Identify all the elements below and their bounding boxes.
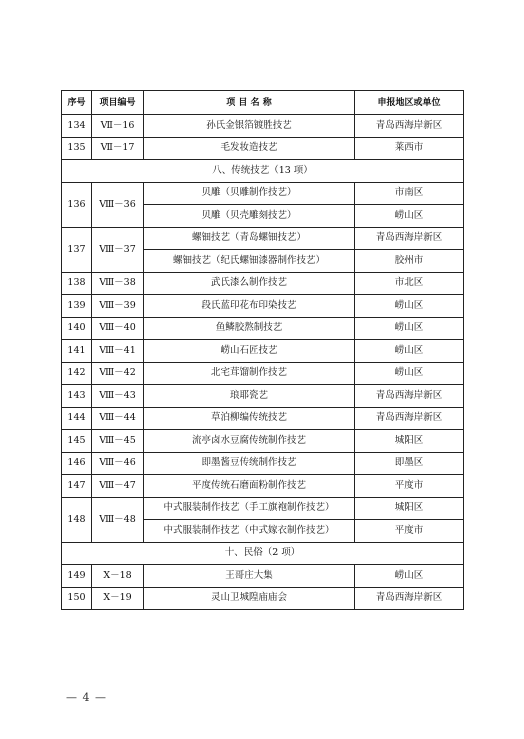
cell-number: 137 [62, 227, 92, 272]
table-row [62, 452, 464, 475]
table-row [62, 317, 464, 340]
cell-name: 草泊柳编传统技艺 [144, 407, 355, 430]
section-row-folk-customs [62, 542, 464, 565]
cell-region: 崂山区 [355, 362, 464, 385]
cell-name: 贝雕（贝壳雕刻技艺） [144, 205, 355, 228]
cell-code: Ⅷ－43 [92, 385, 144, 408]
header-code: 项目编号 [92, 91, 144, 115]
cell-name: 流亭卤水豆腐传统制作技艺 [144, 430, 355, 453]
header-name: 项 目 名 称 [144, 91, 355, 115]
table-row [62, 475, 464, 498]
cell-region: 青岛西海岸新区 [355, 385, 464, 408]
cell-name: 王哥庄大集 [144, 565, 355, 588]
cell-code: Ⅷ－39 [92, 295, 144, 318]
table-row [62, 137, 464, 160]
cell-region: 市南区 [355, 182, 464, 205]
cell-number: 148 [62, 497, 92, 542]
cell-name: 中式服装制作技艺（手工旗袍制作技艺） [144, 497, 355, 520]
section-title: 十、民俗（2 项） [62, 542, 464, 565]
cell-number: 145 [62, 430, 92, 453]
table-row [62, 340, 464, 363]
table-header-row [62, 91, 464, 115]
table-row [62, 587, 464, 610]
cell-region: 平度市 [355, 475, 464, 498]
cell-region: 平度市 [355, 520, 464, 543]
table-row [62, 182, 464, 205]
cell-code: Ⅷ－38 [92, 272, 144, 295]
cell-code: Ⅷ－47 [92, 475, 144, 498]
cell-number: 136 [62, 182, 92, 227]
cell-code: Ⅷ－37 [92, 227, 144, 272]
cell-number: 144 [62, 407, 92, 430]
cell-name: 北宅茸馏制作技艺 [144, 362, 355, 385]
cell-region: 青岛西海岸新区 [355, 587, 464, 610]
table-row [62, 430, 464, 453]
table-row [62, 227, 464, 250]
cell-code: Ⅶ－16 [92, 115, 144, 138]
cell-name: 中式服装制作技艺（中式嫁衣制作技艺） [144, 520, 355, 543]
cell-name: 孙氏金银箔镀胜技艺 [144, 115, 355, 138]
cell-number: 134 [62, 115, 92, 138]
cell-code: Ⅷ－40 [92, 317, 144, 340]
cell-name: 段氏蓝印花布印染技艺 [144, 295, 355, 318]
table-row [62, 385, 464, 408]
table-row [62, 362, 464, 385]
cell-number: 146 [62, 452, 92, 475]
cell-number: 149 [62, 565, 92, 588]
cell-number: 143 [62, 385, 92, 408]
cell-region: 青岛西海岸新区 [355, 115, 464, 138]
cell-name: 螺钿技艺（纪氏螺钿漆器制作技艺） [144, 250, 355, 273]
cell-code: Ⅷ－42 [92, 362, 144, 385]
cell-name: 即墨酱豆传统制作技艺 [144, 452, 355, 475]
cell-code: Ⅷ－45 [92, 430, 144, 453]
cell-code: Ⅷ－36 [92, 182, 144, 227]
table-row [62, 272, 464, 295]
cell-number: 142 [62, 362, 92, 385]
table-row [62, 565, 464, 588]
cell-number: 139 [62, 295, 92, 318]
cell-region: 胶州市 [355, 250, 464, 273]
cell-code: Ⅶ－17 [92, 137, 144, 160]
cell-name: 琅耶瓷艺 [144, 385, 355, 408]
table-row [62, 497, 464, 520]
cell-region: 崂山区 [355, 565, 464, 588]
cell-region: 城阳区 [355, 497, 464, 520]
cell-name: 崂山石匠技艺 [144, 340, 355, 363]
cell-region: 崂山区 [355, 340, 464, 363]
cell-number: 150 [62, 587, 92, 610]
cell-name: 灵山卫城隍庙庙会 [144, 587, 355, 610]
cell-region: 城阳区 [355, 430, 464, 453]
table-row [62, 407, 464, 430]
heritage-list-table [61, 90, 464, 610]
cell-name: 毛发妆造技艺 [144, 137, 355, 160]
cell-name: 贝雕（贝雕制作技艺） [144, 182, 355, 205]
header-region: 申报地区或单位 [355, 91, 464, 115]
cell-code: Ⅷ－44 [92, 407, 144, 430]
cell-code: Ⅹ－19 [92, 587, 144, 610]
cell-number: 135 [62, 137, 92, 160]
page-number: — 4 — [66, 691, 107, 704]
cell-region: 即墨区 [355, 452, 464, 475]
cell-region: 市北区 [355, 272, 464, 295]
header-number: 序号 [62, 91, 92, 115]
cell-name: 武氏漆么制作技艺 [144, 272, 355, 295]
table-row [62, 115, 464, 138]
cell-code: Ⅷ－46 [92, 452, 144, 475]
table-row [62, 295, 464, 318]
cell-region: 崂山区 [355, 295, 464, 318]
cell-name: 鱼鳞胶熬制技艺 [144, 317, 355, 340]
cell-number: 141 [62, 340, 92, 363]
cell-code: Ⅷ－48 [92, 497, 144, 542]
cell-code: Ⅹ－18 [92, 565, 144, 588]
cell-number: 147 [62, 475, 92, 498]
cell-name: 平度传统石磨面粉制作技艺 [144, 475, 355, 498]
section-title: 八、传统技艺（13 项） [62, 160, 464, 183]
cell-region: 莱西市 [355, 137, 464, 160]
cell-region: 崂山区 [355, 317, 464, 340]
cell-code: Ⅷ－41 [92, 340, 144, 363]
cell-region: 崂山区 [355, 205, 464, 228]
cell-number: 140 [62, 317, 92, 340]
cell-region: 青岛西海岸新区 [355, 227, 464, 250]
section-row-traditional-crafts [62, 160, 464, 183]
cell-number: 138 [62, 272, 92, 295]
cell-region: 青岛西海岸新区 [355, 407, 464, 430]
cell-name: 螺钿技艺（青岛螺钿技艺） [144, 227, 355, 250]
